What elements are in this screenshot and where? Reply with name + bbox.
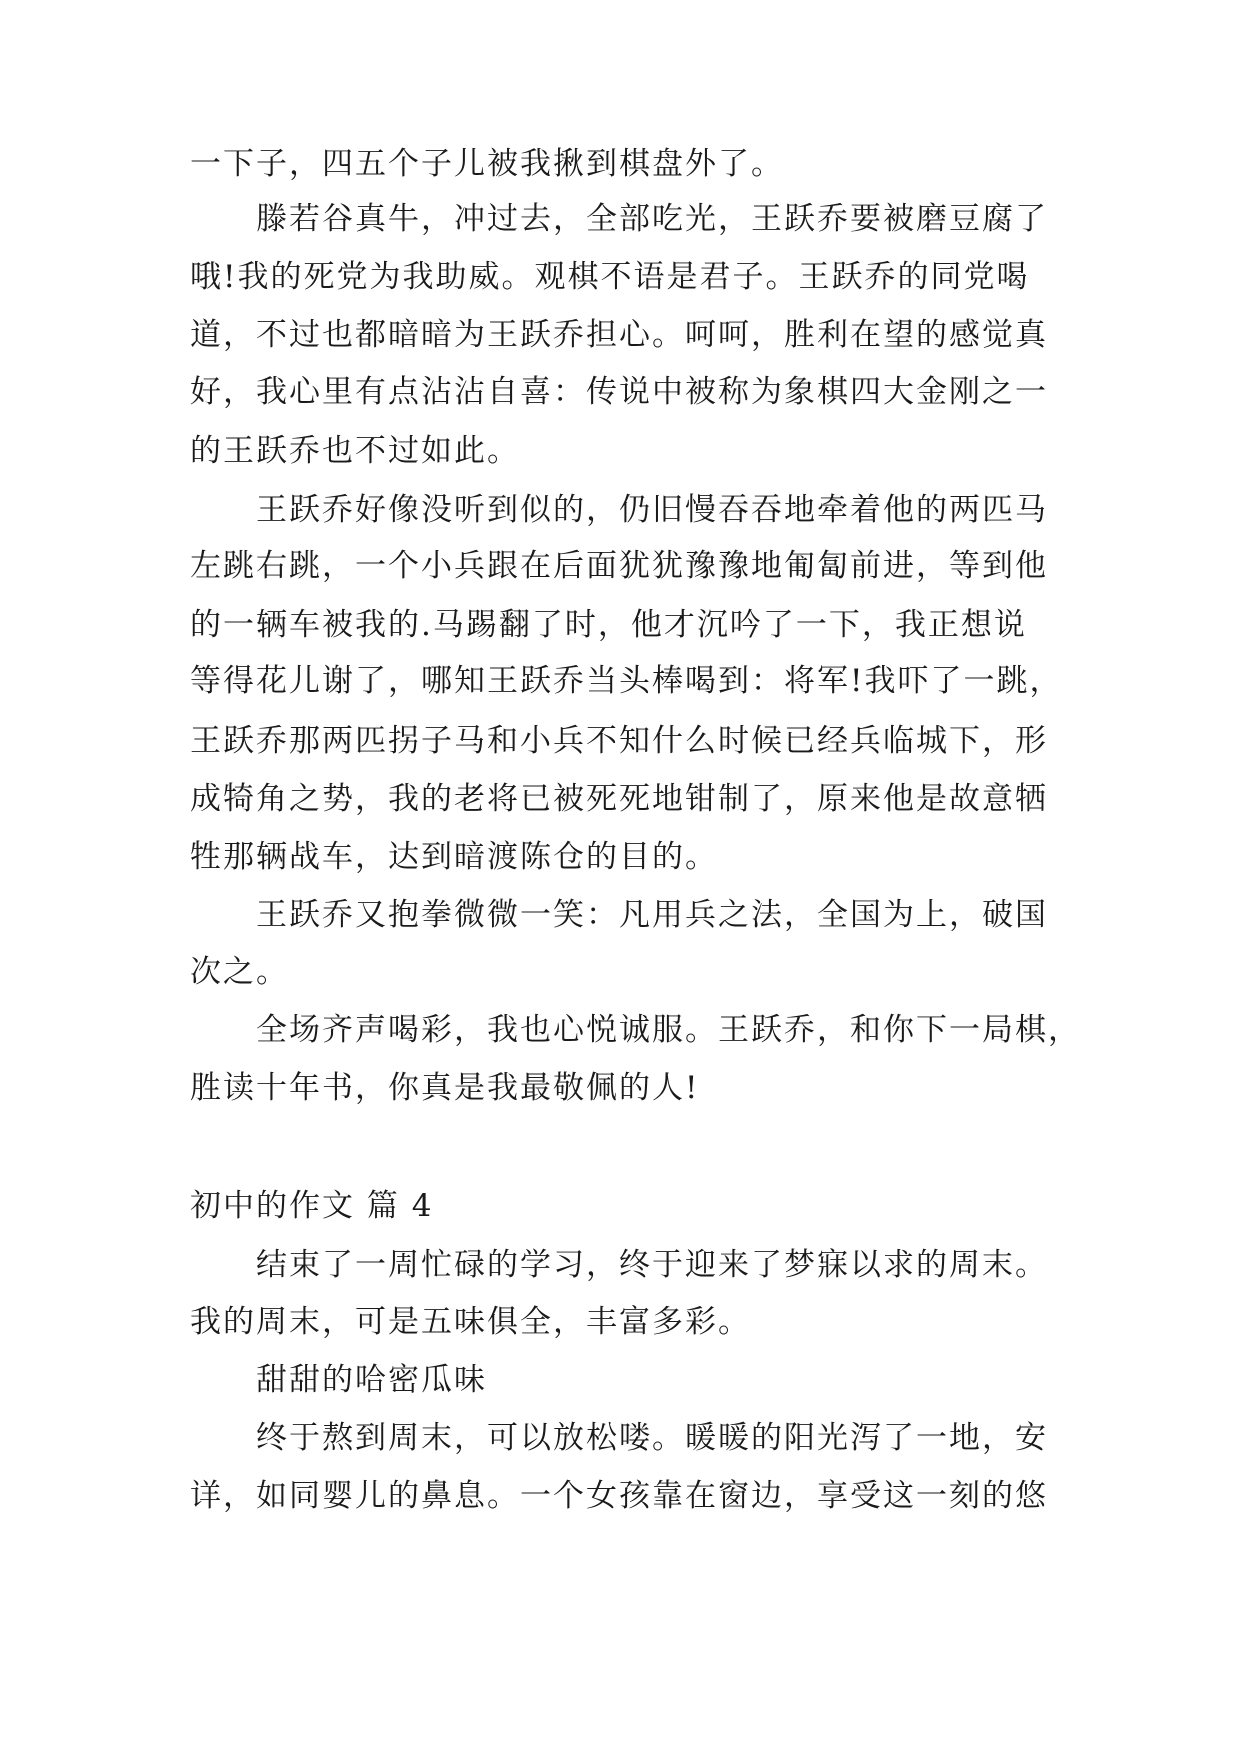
text-line: 终于熬到周末，可以放松喽。暖暖的阳光泻了一地，安 (256, 1420, 1048, 1456)
text-line: 哦!我的死党为我助威。观棋不语是君子。王跃乔的同党喝 (190, 259, 1030, 295)
text-line: 的一辆车被我的.马踢翻了时，他才沉吟了一下，我正想说 (190, 607, 1027, 643)
text-line: 全场齐声喝彩，我也心悦诚服。王跃乔，和你下一局棋， (256, 1012, 1081, 1048)
text-line: 我的周末，可是五味俱全，丰富多彩。 (190, 1304, 751, 1340)
text-line: 详，如同婴儿的鼻息。一个女孩靠在窗边，享受这一刻的悠 (190, 1478, 1048, 1514)
text-line: 好，我心里有点沾沾自喜：传说中被称为象棋四大金刚之一 (190, 374, 1048, 410)
text-line: 左跳右跳，一个小兵跟在后面犹犹豫豫地匍匐前进，等到他 (190, 548, 1048, 584)
subheading: 甜甜的哈密瓜味 (256, 1362, 487, 1398)
text-line: 王跃乔又抱拳微微一笑：凡用兵之法，全国为上，破国 (256, 897, 1048, 933)
text-line: 牲那辆战车，达到暗渡陈仓的目的。 (190, 839, 718, 875)
text-line: 道，不过也都暗暗为王跃乔担心。呵呵，胜利在望的感觉真 (190, 317, 1048, 353)
text-line: 成犄角之势，我的老将已被死死地钳制了，原来他是故意牺 (190, 781, 1048, 817)
text-line: 结束了一周忙碌的学习，终于迎来了梦寐以求的周末。 (256, 1247, 1048, 1283)
text-line: 的王跃乔也不过如此。 (190, 433, 520, 469)
section-heading: 初中的作文 篇 4 (190, 1188, 434, 1224)
text-line: 胜读十年书，你真是我最敬佩的人! (190, 1070, 700, 1106)
text-line: 滕若谷真牛，冲过去，全部吃光，王跃乔要被磨豆腐了 (256, 201, 1048, 237)
text-line: 王跃乔那两匹拐子马和小兵不知什么时候已经兵临城下，形 (190, 723, 1048, 759)
text-line: 等得花儿谢了，哪知王跃乔当头棒喝到：将军!我吓了一跳， (190, 663, 1063, 699)
text-line: 王跃乔好像没听到似的，仍旧慢吞吞地牵着他的两匹马 (256, 492, 1048, 528)
text-line: 一下子，四五个子儿被我揪到棋盘外了。 (190, 146, 784, 182)
text-line: 次之。 (190, 954, 289, 990)
